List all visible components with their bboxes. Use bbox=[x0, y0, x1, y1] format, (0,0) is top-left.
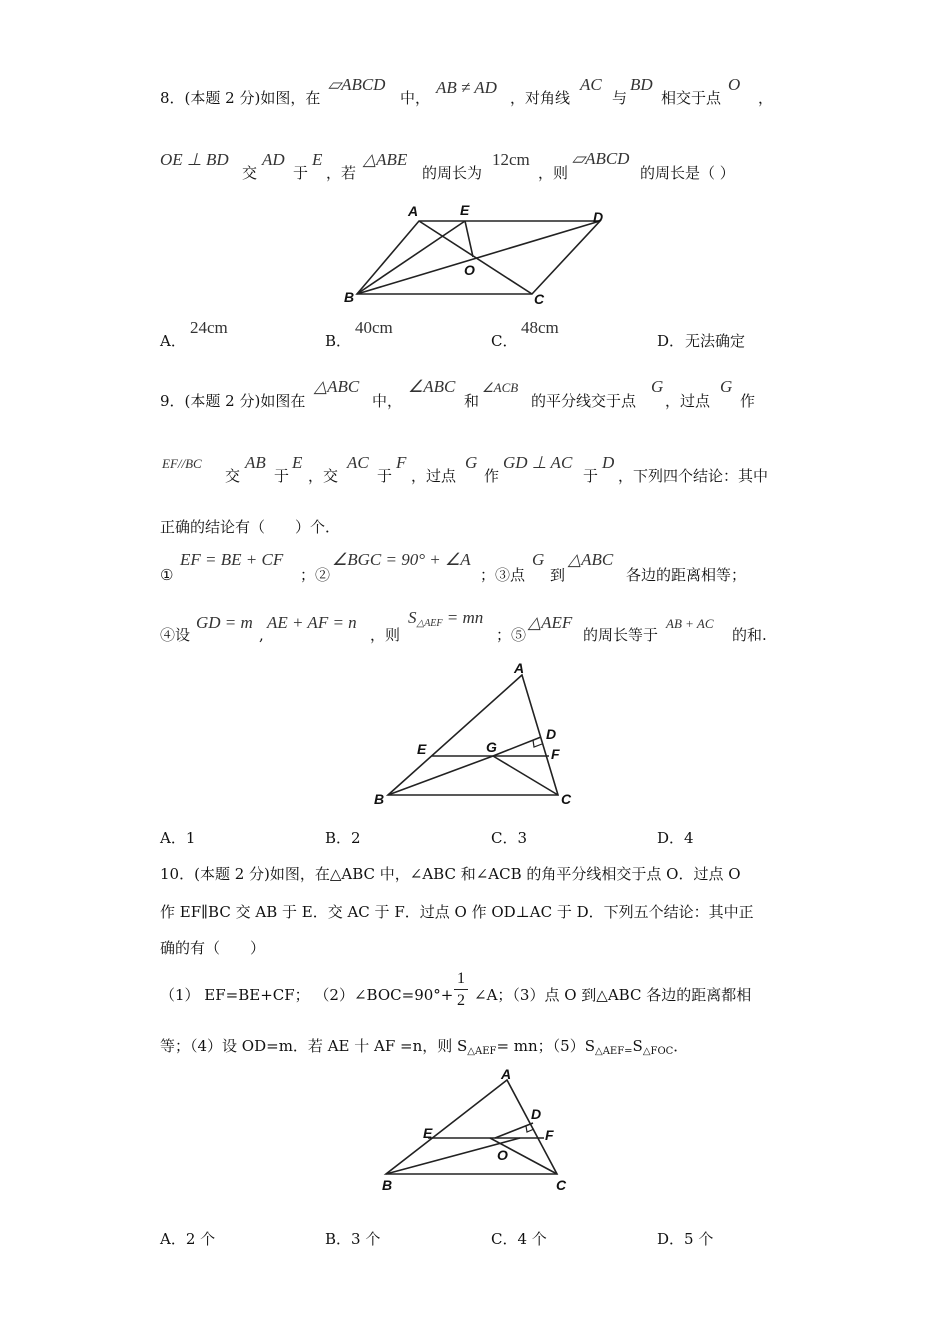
q10-line-1: 10．(本题 2 分)如图，在△ABC 中，∠ABC 和∠ACB 的角平分线相交于点 O．过点 O bbox=[160, 865, 741, 883]
q8-option-b-value: 40cm bbox=[355, 318, 393, 337]
q9-label-e: E bbox=[417, 741, 427, 757]
q8-text: ，对角线 bbox=[510, 89, 571, 107]
q9-text: 的平分线交于点 bbox=[531, 392, 637, 410]
q10-fraction-denominator: 2 bbox=[457, 992, 465, 1009]
q8-text: 的周长为 bbox=[422, 164, 483, 182]
q9-text: ，过点 bbox=[665, 392, 711, 410]
q10-label-f: F bbox=[545, 1127, 554, 1143]
q8-label-o: O bbox=[464, 262, 475, 278]
q10-label-d: D bbox=[531, 1106, 542, 1122]
q9-option-d[interactable]: D．4 bbox=[657, 829, 694, 847]
q9-figure bbox=[370, 662, 590, 812]
q9-text: ④设 bbox=[160, 626, 191, 644]
q8-label-a: A bbox=[408, 203, 419, 219]
q9-text: 于 bbox=[274, 467, 290, 485]
q9-text: 的周长等于 bbox=[583, 626, 659, 644]
q9-triangle-abc: △ABC bbox=[314, 377, 360, 396]
q9-text: ；② bbox=[300, 566, 331, 584]
q9-angle-abc: ∠ABC bbox=[408, 377, 456, 396]
q8-ad: AD bbox=[262, 150, 285, 169]
q9-text: 于 bbox=[377, 467, 393, 485]
q9-conclusion-1: EF = BE + CF bbox=[180, 550, 284, 569]
q9-text: ，过点 bbox=[411, 467, 457, 485]
q8-diagonal-bd bbox=[357, 221, 600, 294]
q8-label-c: C bbox=[534, 291, 545, 307]
q8-option-b-label[interactable]: B． bbox=[325, 332, 352, 350]
q9-text: ，下列四个结论：其中 bbox=[618, 467, 769, 485]
q8-option-d-value: 无法确定 bbox=[685, 332, 746, 350]
q9-conclusion-4-gd: GD = m bbox=[196, 613, 253, 632]
q8-oe-perp-bd: OE ⊥ BD bbox=[160, 150, 229, 169]
q9-text: 各边的距离相等； bbox=[626, 566, 747, 584]
q8-segment-be bbox=[357, 221, 465, 294]
q9-option-a[interactable]: A．1 bbox=[160, 829, 196, 847]
q9-point-g: G bbox=[532, 550, 545, 569]
q8-length: 12cm bbox=[492, 150, 530, 169]
q9-text: 到 bbox=[550, 566, 566, 584]
q9-text: 交 bbox=[225, 467, 241, 485]
q10-fraction-numerator: 1 bbox=[457, 970, 465, 987]
q9-point-d: D bbox=[602, 453, 615, 472]
q10-label-b: B bbox=[382, 1177, 393, 1193]
q9-gd-perp-ac: GD ⊥ AC bbox=[503, 453, 573, 472]
q9-conclusion-4-area: $S_{\triangle AEF}$ = mn bbox=[408, 608, 484, 629]
q8-parallelogram-abcd: ▱ABCD bbox=[328, 75, 386, 94]
q8-triangle-abe: △ABE bbox=[363, 150, 408, 169]
q8-text: 交 bbox=[242, 164, 258, 182]
q8-number: 8．(本题 2 分)如图，在 bbox=[160, 89, 321, 107]
q10-option-b[interactable]: B．3 个 bbox=[325, 1230, 381, 1248]
q9-text: ；③点 bbox=[480, 566, 526, 584]
q10-conclusions-1-2: （1） EF=BE+CF； （2）∠BOC=90°+ bbox=[160, 986, 454, 1004]
q9-text: , bbox=[259, 626, 264, 644]
q8-text: 中， bbox=[400, 89, 431, 107]
q8-text: 相交于点 bbox=[661, 89, 722, 107]
q8-text: ， bbox=[758, 89, 774, 107]
q9-label-c: C bbox=[561, 791, 572, 807]
q10-label-a: A bbox=[501, 1066, 512, 1082]
q9-point-f: F bbox=[396, 453, 407, 472]
q9-label-d: D bbox=[546, 726, 557, 742]
q9-text: ，交 bbox=[308, 467, 339, 485]
q9-text: 于 bbox=[583, 467, 599, 485]
q9-text: ① bbox=[160, 566, 174, 584]
q9-text: 的和. bbox=[732, 626, 767, 644]
q9-triangle-shape bbox=[388, 675, 558, 795]
q10-label-o: O bbox=[497, 1147, 508, 1163]
q8-point-e: E bbox=[312, 150, 323, 169]
q9-triangle-aef: △AEF bbox=[528, 613, 573, 632]
q9-text: 作 bbox=[740, 392, 756, 410]
q8-parallelogram-abcd: ▱ABCD bbox=[572, 149, 630, 168]
q8-label-d: D bbox=[593, 209, 604, 225]
q8-ab-ne-ad: AB ≠ AD bbox=[436, 78, 497, 97]
q10-option-c[interactable]: C．4 个 bbox=[491, 1230, 547, 1248]
q10-line-3: 确的有（ ） bbox=[160, 939, 266, 957]
q9-text: 中， bbox=[372, 392, 403, 410]
q9-ab-plus-ac: AB + AC bbox=[666, 616, 714, 631]
q8-option-a-value: 24cm bbox=[190, 318, 228, 337]
q9-right-angle-mark bbox=[533, 740, 542, 747]
q8-text: ，若 bbox=[326, 164, 357, 182]
q8-figure bbox=[340, 200, 620, 310]
q9-text: ；⑤ bbox=[496, 626, 527, 644]
q8-ac: AC bbox=[580, 75, 602, 94]
q9-angle-acb: ∠ACB bbox=[482, 380, 519, 395]
q9-point-g: G bbox=[651, 377, 664, 396]
q8-diagonal-ac bbox=[419, 221, 532, 294]
q9-option-c[interactable]: C．3 bbox=[491, 829, 528, 847]
q9-label-g: G bbox=[486, 739, 497, 755]
q9-option-b[interactable]: B．2 bbox=[325, 829, 361, 847]
q8-option-d-label[interactable]: D． bbox=[657, 332, 685, 350]
q10-conclusions-2-3: ∠A；（3）点 O 到△ABC 各边的距离都相 bbox=[474, 986, 752, 1004]
q9-point-e: E bbox=[292, 453, 303, 472]
q10-conclusions-4-5: 等；（4）设 OD=m．若 AE 十 AF =n，则 $S_{\triangle AEF}=$ mn；$(5)S_{\triangle AEF=}S_{\triangle FOC}$． bbox=[160, 1037, 689, 1057]
q8-option-c-label[interactable]: C． bbox=[491, 332, 518, 350]
q9-bisector-bg bbox=[388, 756, 493, 795]
q8-point-o: O bbox=[728, 75, 741, 94]
q8-bd: BD bbox=[630, 75, 653, 94]
q9-ac: AC bbox=[347, 453, 369, 472]
q9-ab: AB bbox=[245, 453, 266, 472]
q9-number: 9．(本题 2 分)如图在 bbox=[160, 392, 306, 410]
q10-line-2: 作 EF∥BC 交 AB 于 E．交 AC 于 F．过点 O 作 OD⊥AC 于 D．下列五个结论：其中正 bbox=[160, 903, 754, 921]
q10-label-e: E bbox=[423, 1125, 433, 1141]
q9-prompt: 正确的结论有（ ）个． bbox=[160, 518, 341, 536]
q10-label-c: C bbox=[556, 1177, 567, 1193]
q9-label-a: A bbox=[514, 660, 525, 676]
q9-text: ，则 bbox=[370, 626, 401, 644]
q8-question: 的周长是（ ） bbox=[640, 164, 735, 182]
q9-conclusion-4-sum: AE + AF = n bbox=[267, 613, 357, 632]
q10-option-a[interactable]: A．2 个 bbox=[160, 1230, 216, 1248]
q8-option-a-label[interactable]: A． bbox=[160, 332, 186, 350]
q9-ef-parallel-bc: EF//BC bbox=[162, 456, 202, 471]
q9-label-f: F bbox=[551, 746, 560, 762]
q8-text: 于 bbox=[293, 164, 309, 182]
q9-point-g: G bbox=[465, 453, 478, 472]
q10-option-d[interactable]: D．5 个 bbox=[657, 1230, 714, 1248]
q9-point-g: G bbox=[720, 377, 733, 396]
q9-text: 和 bbox=[464, 392, 480, 410]
q8-option-c-value: 48cm bbox=[521, 318, 559, 337]
q8-text: ，则 bbox=[538, 164, 569, 182]
q8-label-b: B bbox=[344, 289, 355, 305]
q8-label-e: E bbox=[460, 202, 470, 218]
q9-text: 作 bbox=[484, 467, 500, 485]
q9-triangle-abc: △ABC bbox=[568, 550, 614, 569]
q8-text: 与 bbox=[612, 89, 628, 107]
q9-conclusion-2: ∠BGC = 90° + ∠A bbox=[332, 550, 471, 569]
q9-label-b: B bbox=[374, 791, 385, 807]
q10-fraction-bar bbox=[454, 989, 468, 990]
q10-figure bbox=[370, 1066, 590, 1196]
